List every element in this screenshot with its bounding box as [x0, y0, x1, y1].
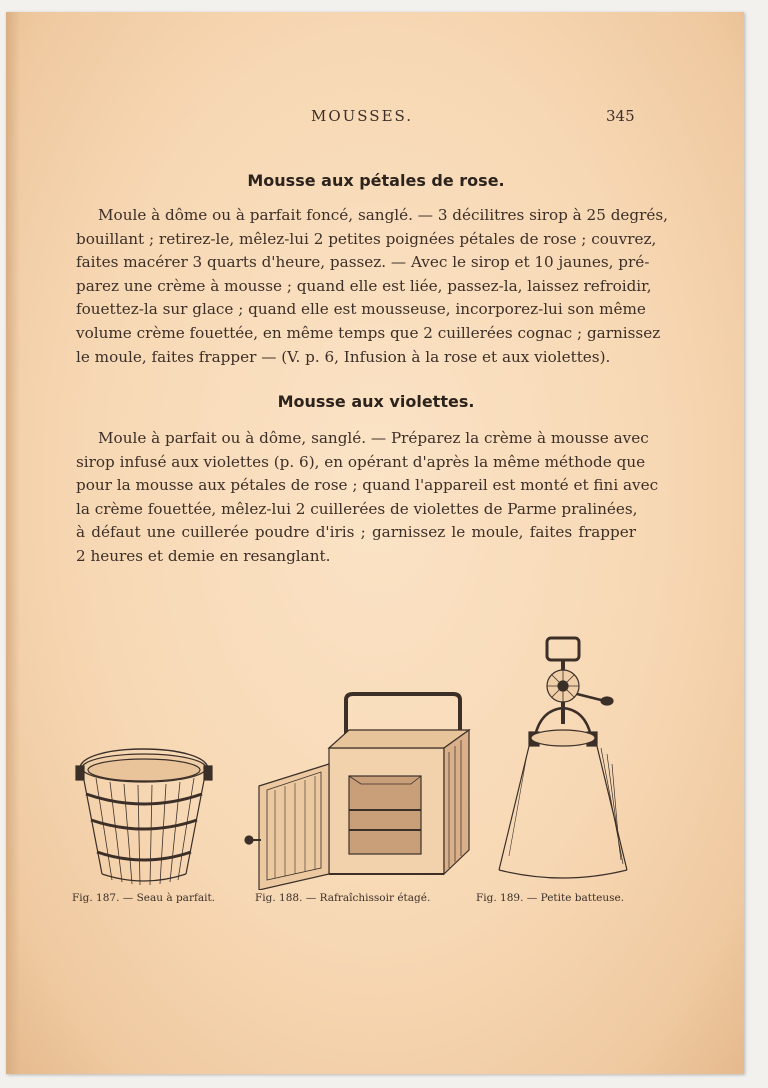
paragraph-line: à défaut une cuillerée poudre d'iris ; garnissez le moule, faites frapper: [76, 523, 636, 542]
paragraph-line: 2 heures et demie en resanglant.: [76, 546, 331, 565]
paragraph-line: bouillant ; retirez-le, mêlez-lui 2 petites poignées pétales de rose ; couvrez,: [76, 229, 657, 248]
rafraichissoir-illustration: [231, 690, 486, 890]
paragraph-line: faites macérer 3 quarts d'heure, passez. — Avec le sirop et 10 jaunes, pré-: [76, 253, 650, 272]
section-title-rose: Mousse aux pétales de rose.: [247, 171, 505, 190]
running-head: MOUSSES.: [311, 107, 414, 125]
figure-187-caption: Fig. 187. — Seau à parfait.: [72, 892, 216, 904]
paragraph-line: fouettez-la sur glace ; quand elle est mousseuse, incorporez-lui son même: [76, 300, 646, 319]
figure-189-caption: Fig. 189. — Petite batteuse.: [476, 892, 625, 904]
paragraph-line: volume crème fouettée, en même temps que 2 cuillerées cognac ; garnissez: [76, 323, 661, 342]
paragraph-line: la crème fouettée, mêlez-lui 2 cuillerées de violettes de Parme pralinées,: [76, 499, 638, 518]
paragraph-line: parez une crème à mousse ; quand elle est liée, passez-la, laissez refroidir,: [76, 276, 652, 295]
paragraph-line: Moule à dôme ou à parfait foncé, sanglé. — 3 décilitres sirop à 25 degrés,: [98, 206, 669, 224]
page-number: 345: [606, 107, 635, 125]
section-title-violettes: Mousse aux violettes.: [277, 392, 475, 411]
batteuse-illustration: [491, 624, 641, 889]
paragraph-line: le moule, faites frapper — (V. p. 6, Infusion à la rose et aux violettes).: [76, 347, 611, 366]
paragraph-line: Moule à parfait ou à dôme, sanglé. — Préparez la crème à mousse avec: [98, 429, 649, 447]
paragraph-line: pour la mousse aux pétales de rose ; quand l'appareil est monté et fini avec: [76, 476, 659, 495]
paragraph-violettes: [76, 427, 659, 569]
page-spine-shadow: [6, 12, 20, 1074]
bucket-illustration: [74, 732, 214, 892]
paragraph-line: sirop infusé aux violettes (p. 6), en opérant d'après la même méthode que: [76, 452, 646, 471]
book-page: [6, 12, 744, 1074]
figure-188-caption: Fig. 188. — Rafraîchissoir étagé.: [255, 892, 431, 904]
paragraph-rose: [76, 204, 669, 369]
